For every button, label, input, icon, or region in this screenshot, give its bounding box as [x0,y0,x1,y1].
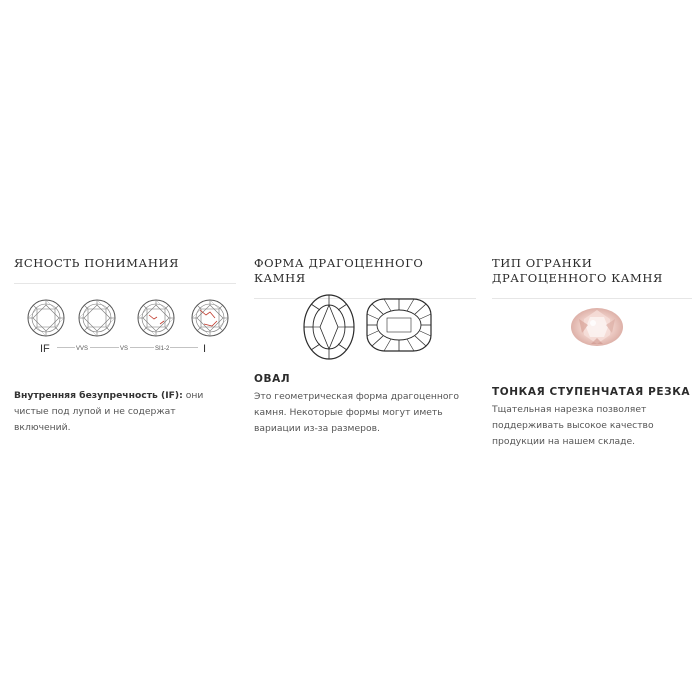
clarity-scale-diagram [14,288,236,370]
shape-heading: ФОРМА ДРАГОЦЕННОГО КАМНЯ [254,256,424,285]
scale-label-if: IF [40,343,50,355]
shape-diagram [254,294,476,360]
cut-description: Тщательная нарезка позволяет поддерживать высокое качество продукции на нашем складе. [492,404,654,447]
cut-section [492,252,692,447]
oval-stone-icon [304,295,354,359]
clarity-divider [14,283,236,284]
gem-photo [570,307,624,347]
shape-name: ОВАЛ [254,373,291,385]
scale-label-vs: VS [120,346,129,352]
cut-divider [492,298,692,299]
clarity-term: Внутренняя безупречность (IF): [14,390,183,401]
scale-label-i: I [203,343,207,355]
cushion-stone-icon [367,299,431,351]
clarity-text: они чистые под лупой и не содержат включений. [14,390,204,433]
shape-description: Это геометрическая форма драгоценного камня. Некоторые формы могут иметь вариации из-за размеров. [254,391,459,434]
diamond-vs-icon [138,300,174,336]
clarity-description [14,388,232,436]
shape-section [254,252,476,434]
cut-name: ТОНКАЯ СТУПЕНЧАТАЯ РЕЗКА [492,386,691,398]
diamond-if-icon [28,300,64,336]
cut-heading: ТИП ОГРАНКИ ДРАГОЦЕННОГО КАМНЯ [492,256,663,285]
clarity-section [14,252,236,433]
scale-label-vvs: VVS [76,346,89,352]
scale-label-si: SI1-2 [155,346,170,352]
clarity-heading: ЯСНОСТЬ ПОНИМАНИЯ [14,256,179,270]
diamond-i-icon [192,300,228,336]
diamond-vvs-icon [79,300,115,336]
